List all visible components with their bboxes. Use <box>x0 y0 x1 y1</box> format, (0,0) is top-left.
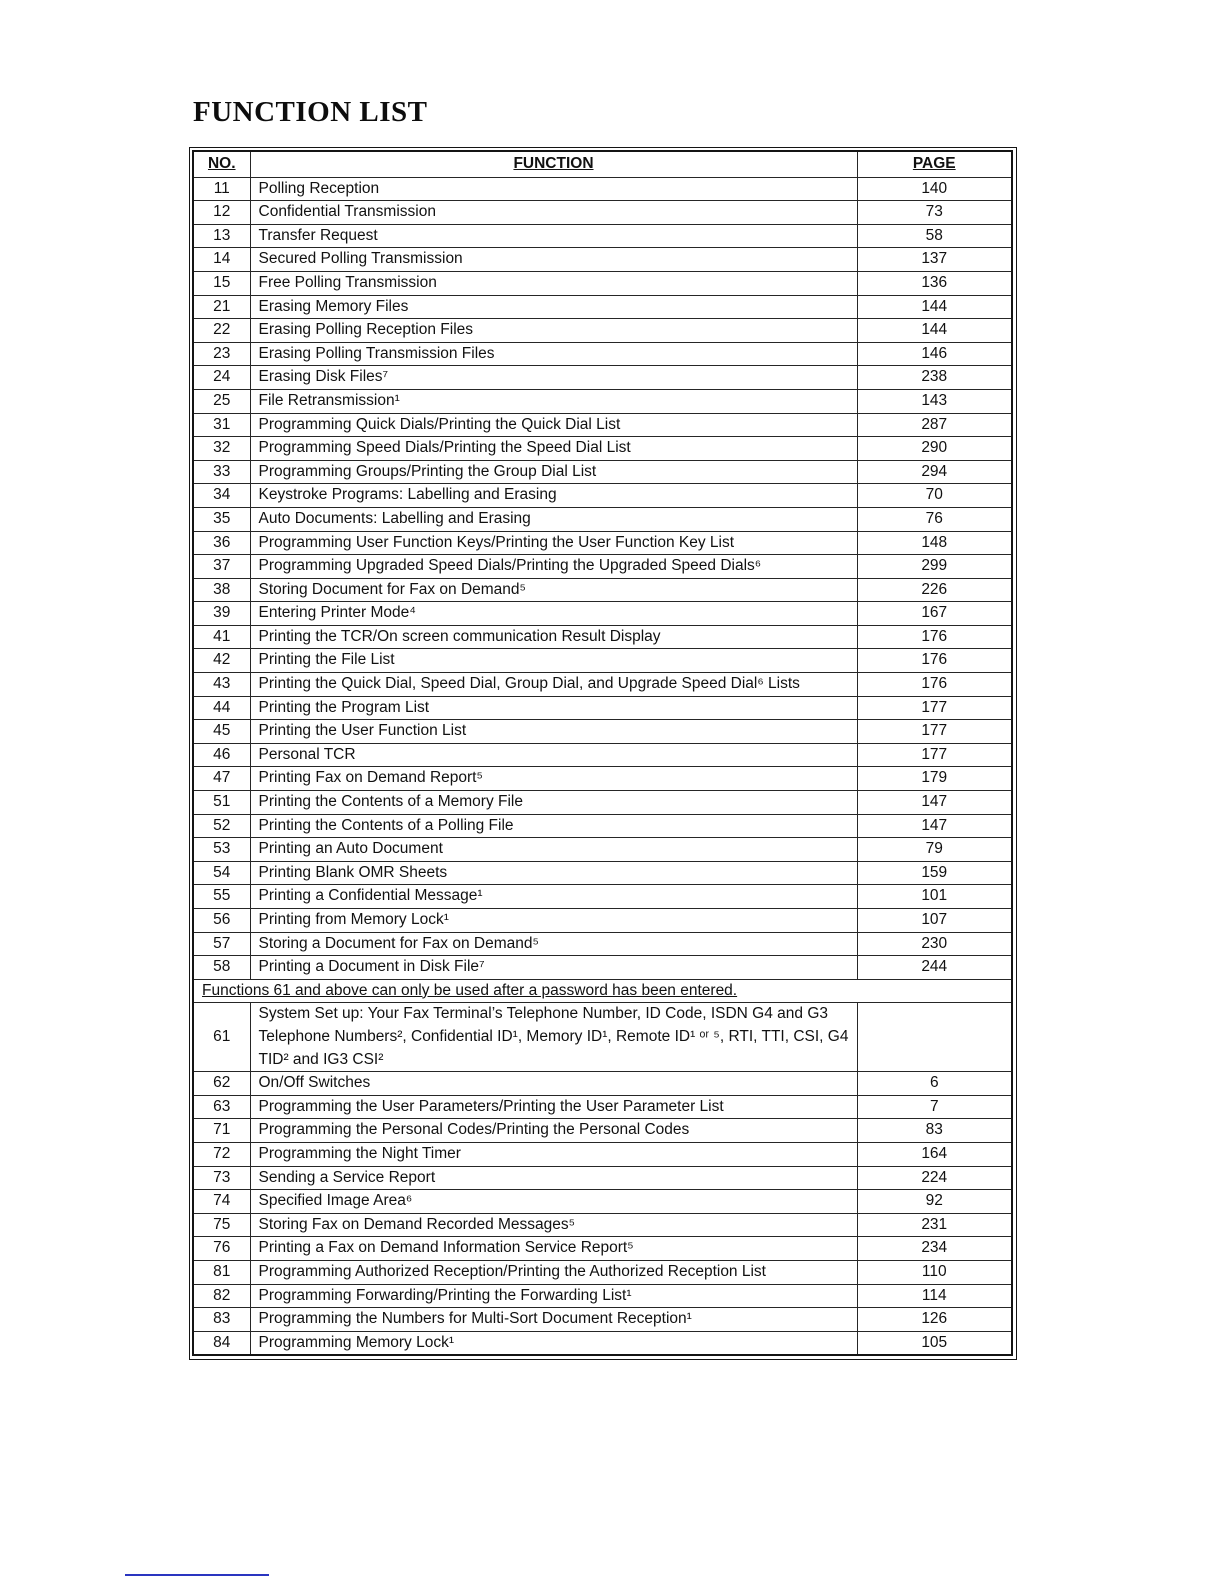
cell-function: Printing a Document in Disk File⁷ <box>250 956 857 980</box>
table-row <box>193 909 1012 933</box>
cell-function: Programming Upgraded Speed Dials/Printing the Upgraded Speed Dials⁶ <box>250 555 857 579</box>
table-row <box>193 1190 1012 1214</box>
cell-page: 224 <box>857 1166 1012 1190</box>
table-row <box>193 1003 1012 1072</box>
table-row <box>193 531 1012 555</box>
cell-no: 38 <box>193 578 250 602</box>
cell-function: Printing the File List <box>250 649 857 673</box>
cell-page: 299 <box>857 555 1012 579</box>
cell-page: 167 <box>857 602 1012 626</box>
cell-no: 11 <box>193 177 250 201</box>
cell-page: 177 <box>857 720 1012 744</box>
cell-no: 23 <box>193 342 250 366</box>
cell-no: 15 <box>193 271 250 295</box>
cell-no: 44 <box>193 696 250 720</box>
table-row <box>193 1308 1012 1332</box>
table-row <box>193 696 1012 720</box>
table-row <box>193 201 1012 225</box>
cell-page: 126 <box>857 1308 1012 1332</box>
cell-no: 53 <box>193 838 250 862</box>
cell-page: 137 <box>857 248 1012 272</box>
cell-function: Printing from Memory Lock¹ <box>250 909 857 933</box>
cell-no: 43 <box>193 673 250 697</box>
table-row <box>193 224 1012 248</box>
note-cell: Functions 61 and above can only be used after a password has been entered. <box>193 979 1012 1003</box>
cell-page: 107 <box>857 909 1012 933</box>
cell-page: 179 <box>857 767 1012 791</box>
table-row <box>193 295 1012 319</box>
cell-page: 110 <box>857 1260 1012 1284</box>
cell-no: 37 <box>193 555 250 579</box>
cell-page: 114 <box>857 1284 1012 1308</box>
table-row <box>193 248 1012 272</box>
table-row <box>193 578 1012 602</box>
cell-function: Erasing Disk Files⁷ <box>250 366 857 390</box>
cell-no: 42 <box>193 649 250 673</box>
cell-function: Programming Memory Lock¹ <box>250 1331 857 1355</box>
cell-no: 39 <box>193 602 250 626</box>
cell-no: 35 <box>193 507 250 531</box>
cell-function: Programming the Numbers for Multi-Sort Document Reception¹ <box>250 1308 857 1332</box>
cell-function: Printing the TCR/On screen communication Result Display <box>250 625 857 649</box>
cell-no: 76 <box>193 1237 250 1261</box>
cell-no: 47 <box>193 767 250 791</box>
cell-no: 62 <box>193 1072 250 1096</box>
cell-function: Erasing Memory Files <box>250 295 857 319</box>
cell-page: 7 <box>857 1095 1012 1119</box>
cell-page: 238 <box>857 366 1012 390</box>
cell-page: 176 <box>857 649 1012 673</box>
table-row <box>193 555 1012 579</box>
cell-page: 164 <box>857 1142 1012 1166</box>
table-row <box>193 602 1012 626</box>
cell-page: 231 <box>857 1213 1012 1237</box>
table-row <box>193 743 1012 767</box>
cell-no: 56 <box>193 909 250 933</box>
cell-function: Confidential Transmission <box>250 201 857 225</box>
cell-page: 144 <box>857 295 1012 319</box>
cell-page: 176 <box>857 673 1012 697</box>
cell-page: 140 <box>857 177 1012 201</box>
cell-function: Programming the Night Timer <box>250 1142 857 1166</box>
table-row <box>193 673 1012 697</box>
cell-no: 57 <box>193 932 250 956</box>
cell-function: Printing the Quick Dial, Speed Dial, Group Dial, and Upgrade Speed Dial⁶ Lists <box>250 673 857 697</box>
cell-no: 33 <box>193 460 250 484</box>
cell-function: Erasing Polling Transmission Files <box>250 342 857 366</box>
cell-function: Storing Fax on Demand Recorded Messages⁵ <box>250 1213 857 1237</box>
cell-function: Auto Documents: Labelling and Erasing <box>250 507 857 531</box>
cell-no: 41 <box>193 625 250 649</box>
cell-no: 24 <box>193 366 250 390</box>
cell-no: 84 <box>193 1331 250 1355</box>
cell-function: Programming User Function Keys/Printing the User Function Key List <box>250 531 857 555</box>
cell-function: Printing a Fax on Demand Information Service Report⁵ <box>250 1237 857 1261</box>
cell-no: 58 <box>193 956 250 980</box>
cell-function: Personal TCR <box>250 743 857 767</box>
cell-function: System Set up: Your Fax Terminal’s Telephone Number, ID Code, ISDN G4 and G3 Telephone Numbers², Confidential ID¹, Memory ID¹, Remote ID¹ ᵒʳ ⁵, RTI, TTI, CSI, G4 TID² and IG3 CSI² <box>250 1003 857 1072</box>
cell-page: 79 <box>857 838 1012 862</box>
table-header-row <box>193 151 1012 177</box>
cell-no: 22 <box>193 319 250 343</box>
table-row <box>193 342 1012 366</box>
table-row <box>193 720 1012 744</box>
table-row <box>193 1095 1012 1119</box>
cell-page: 159 <box>857 861 1012 885</box>
cell-no: 34 <box>193 484 250 508</box>
table-row <box>193 389 1012 413</box>
cell-function: Storing Document for Fax on Demand⁵ <box>250 578 857 602</box>
cell-no: 31 <box>193 413 250 437</box>
cell-no: 72 <box>193 1142 250 1166</box>
cell-function: Printing the Program List <box>250 696 857 720</box>
cell-no: 54 <box>193 861 250 885</box>
cell-function: Programming Authorized Reception/Printing the Authorized Reception List <box>250 1260 857 1284</box>
cell-no: 46 <box>193 743 250 767</box>
cell-function: Programming the Personal Codes/Printing the Personal Codes <box>250 1119 857 1143</box>
cell-no: 12 <box>193 201 250 225</box>
cell-no: 63 <box>193 1095 250 1119</box>
cell-function: Programming Speed Dials/Printing the Speed Dial List <box>250 437 857 461</box>
cell-page: 70 <box>857 484 1012 508</box>
cell-page: 290 <box>857 437 1012 461</box>
header-function: FUNCTION <box>250 151 857 177</box>
cell-page: 92 <box>857 1190 1012 1214</box>
table-row <box>193 625 1012 649</box>
cell-function: Storing a Document for Fax on Demand⁵ <box>250 932 857 956</box>
table-row <box>193 649 1012 673</box>
cell-no: 81 <box>193 1260 250 1284</box>
cell-function: Programming Groups/Printing the Group Dial List <box>250 460 857 484</box>
table-row <box>193 437 1012 461</box>
cell-no: 55 <box>193 885 250 909</box>
table-row <box>193 1166 1012 1190</box>
cell-no: 73 <box>193 1166 250 1190</box>
cell-page: 105 <box>857 1331 1012 1355</box>
cell-function: Sending a Service Report <box>250 1166 857 1190</box>
table-row <box>193 814 1012 838</box>
cell-page: 144 <box>857 319 1012 343</box>
table-row <box>193 956 1012 980</box>
table-row <box>193 366 1012 390</box>
cell-no: 52 <box>193 814 250 838</box>
cell-function: Printing a Confidential Message¹ <box>250 885 857 909</box>
cell-no: 71 <box>193 1119 250 1143</box>
table-row <box>193 271 1012 295</box>
cell-page: 234 <box>857 1237 1012 1261</box>
table-row <box>193 838 1012 862</box>
cell-function: Erasing Polling Reception Files <box>250 319 857 343</box>
header-page: PAGE <box>857 151 1012 177</box>
cell-function: Printing the Contents of a Memory File <box>250 791 857 815</box>
cell-no: 14 <box>193 248 250 272</box>
cell-function: On/Off Switches <box>250 1072 857 1096</box>
cell-function: Specified Image Area⁶ <box>250 1190 857 1214</box>
cell-no: 13 <box>193 224 250 248</box>
table-row <box>193 177 1012 201</box>
cell-page: 244 <box>857 956 1012 980</box>
table-row <box>193 885 1012 909</box>
cell-function: Programming Forwarding/Printing the Forwarding List¹ <box>250 1284 857 1308</box>
table-row <box>193 1072 1012 1096</box>
cell-function: Keystroke Programs: Labelling and Erasing <box>250 484 857 508</box>
cell-page: 176 <box>857 625 1012 649</box>
table-row <box>193 1213 1012 1237</box>
table-row <box>193 1119 1012 1143</box>
function-table-body <box>193 177 1012 1355</box>
table-row <box>193 1142 1012 1166</box>
table-row <box>193 1260 1012 1284</box>
cell-page: 146 <box>857 342 1012 366</box>
cell-function: Printing the User Function List <box>250 720 857 744</box>
cell-page: 177 <box>857 743 1012 767</box>
cell-page: 226 <box>857 578 1012 602</box>
cell-page <box>857 1003 1012 1072</box>
cell-no: 45 <box>193 720 250 744</box>
table-row <box>193 460 1012 484</box>
table-row <box>193 507 1012 531</box>
table-row <box>193 484 1012 508</box>
cell-no: 51 <box>193 791 250 815</box>
cell-function: Secured Polling Transmission <box>250 248 857 272</box>
table-row <box>193 932 1012 956</box>
table-row <box>193 413 1012 437</box>
page-title: FUNCTION LIST <box>193 96 428 128</box>
table-row <box>193 1284 1012 1308</box>
cell-page: 287 <box>857 413 1012 437</box>
cell-page: 147 <box>857 791 1012 815</box>
cell-no: 75 <box>193 1213 250 1237</box>
cell-no: 83 <box>193 1308 250 1332</box>
cell-function: Transfer Request <box>250 224 857 248</box>
table-row <box>193 861 1012 885</box>
cell-page: 148 <box>857 531 1012 555</box>
table-row <box>193 1331 1012 1355</box>
cell-page: 58 <box>857 224 1012 248</box>
cell-page: 294 <box>857 460 1012 484</box>
table-row <box>193 791 1012 815</box>
cell-function: Programming the User Parameters/Printing the User Parameter List <box>250 1095 857 1119</box>
cell-function: Printing Blank OMR Sheets <box>250 861 857 885</box>
cell-page: 177 <box>857 696 1012 720</box>
cell-function: Printing the Contents of a Polling File <box>250 814 857 838</box>
table-row <box>193 767 1012 791</box>
cell-function: Free Polling Transmission <box>250 271 857 295</box>
cell-function: Programming Quick Dials/Printing the Quick Dial List <box>250 413 857 437</box>
table-row <box>193 319 1012 343</box>
cell-no: 61 <box>193 1003 250 1072</box>
cell-function: Polling Reception <box>250 177 857 201</box>
cell-page: 76 <box>857 507 1012 531</box>
cell-no: 74 <box>193 1190 250 1214</box>
cell-function: File Retransmission¹ <box>250 389 857 413</box>
scan-artifact-line <box>125 1574 269 1576</box>
cell-page: 147 <box>857 814 1012 838</box>
function-table <box>192 150 1013 1356</box>
cell-no: 82 <box>193 1284 250 1308</box>
cell-function: Printing Fax on Demand Report⁵ <box>250 767 857 791</box>
cell-function: Printing an Auto Document <box>250 838 857 862</box>
cell-page: 136 <box>857 271 1012 295</box>
cell-function: Entering Printer Mode⁴ <box>250 602 857 626</box>
cell-no: 32 <box>193 437 250 461</box>
table-row <box>193 1237 1012 1261</box>
cell-page: 143 <box>857 389 1012 413</box>
cell-page: 83 <box>857 1119 1012 1143</box>
cell-page: 6 <box>857 1072 1012 1096</box>
cell-page: 101 <box>857 885 1012 909</box>
function-table-frame <box>189 147 1017 1360</box>
cell-no: 21 <box>193 295 250 319</box>
table-row <box>193 979 1012 1003</box>
cell-page: 73 <box>857 201 1012 225</box>
cell-no: 36 <box>193 531 250 555</box>
header-no: NO. <box>193 151 250 177</box>
cell-page: 230 <box>857 932 1012 956</box>
cell-no: 25 <box>193 389 250 413</box>
